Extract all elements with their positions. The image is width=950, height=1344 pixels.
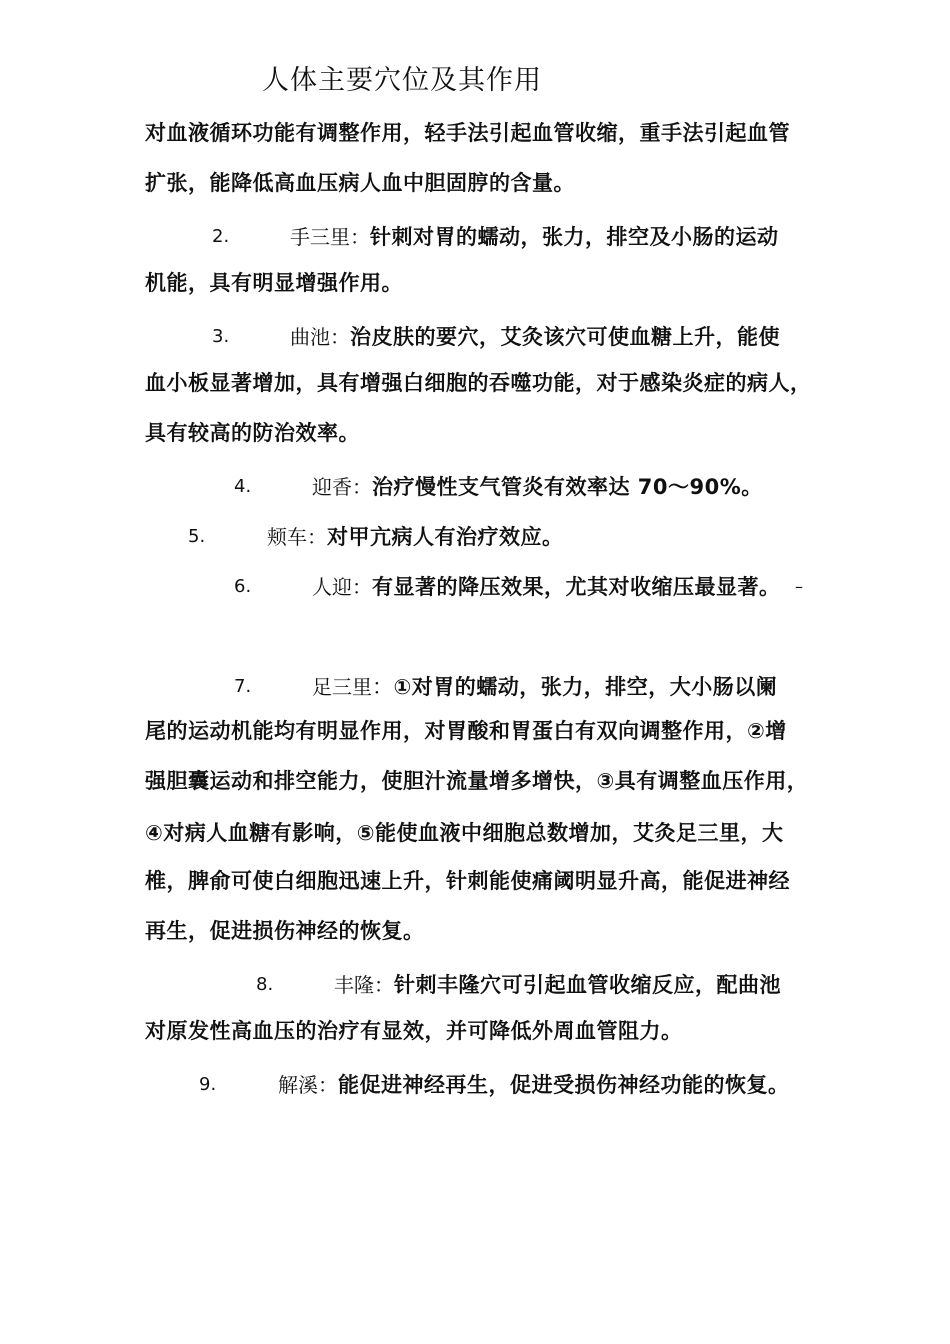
- item-7-name: 足三里: [312, 675, 372, 699]
- item-8-name: 丰隆: [334, 973, 374, 997]
- item-9-heading: [278, 1070, 790, 1100]
- intro-line-1: 对血液循环功能有调整作用，轻手法引起血管收缩，重手法引起血管: [145, 121, 790, 145]
- item-3-heading: [290, 322, 780, 352]
- item-8-number: 8.: [256, 974, 274, 995]
- item-7-line-4: ④对病人血糖有影响，⑤能使血液中细胞总数增加，艾灸足三里，大: [145, 821, 784, 845]
- item-7-line-3: 强胆囊运动和排空能力，使胆汁流量增多增快，③具有调整血压作用，: [145, 769, 809, 793]
- item-3-name: 曲池: [290, 325, 330, 349]
- item-7-line-2: 尾的运动机能均有明显作用，对胃酸和胃蛋白有双向调整作用，②增: [145, 719, 787, 743]
- item-2-number: 2.: [212, 226, 230, 247]
- item-2-name: 手三里: [290, 225, 350, 249]
- item-2-line-2: 机能，具有明显增强作用。: [145, 271, 403, 295]
- item-7-sep: ：: [372, 675, 394, 699]
- item-8-sep: ：: [374, 973, 394, 997]
- item-7-heading: [312, 672, 777, 702]
- item-7-desc: ①对胃的蠕动，张力，排空，大小肠以阑: [393, 675, 778, 699]
- item-4-sep: ：: [352, 475, 372, 499]
- item-7-number: 7.: [234, 676, 252, 697]
- item-7-line-5: 椎，脾俞可使白细胞迅速上升，针刺能使痛阈明显升高，能促进神经: [145, 869, 790, 893]
- stray-mark: –: [795, 577, 803, 596]
- item-6-desc: 有显著的降压效果，尤其对收缩压最显著。: [372, 575, 781, 599]
- item-5-heading: [267, 522, 564, 552]
- intro-line-2: 扩张，能降低高血压病人血中胆固脝的含量。: [145, 171, 575, 195]
- item-3-number: 3.: [212, 326, 230, 347]
- item-2-desc: 针刺对胃的蠕动，张力，排空及小肠的运动: [370, 225, 779, 249]
- item-6-name: 人迎: [312, 575, 352, 599]
- item-4-number: 4.: [234, 476, 252, 497]
- item-3-line-2: 血小板显著增加，具有增强白细胞的吞噬功能，对于感染炎症的病人，: [145, 371, 812, 395]
- item-4-name: 迎香: [312, 475, 352, 499]
- item-3-desc: 治皮肤的要穴，艾灸该穴可使血糖上升，能使: [350, 325, 780, 349]
- item-8-desc: 针刺丰隆穴可引起血管收缩反应，配曲池: [394, 973, 781, 997]
- item-9-desc: 能促进神经再生，促进受损伤神经功能的恢复。: [338, 1073, 790, 1097]
- item-8-heading: [334, 970, 781, 1000]
- item-2-sep: ：: [350, 225, 370, 249]
- item-5-name: 颊车: [267, 525, 307, 549]
- item-9-name: 解溪: [278, 1073, 318, 1097]
- item-9-number: 9.: [199, 1074, 217, 1095]
- item-4-heading: [312, 472, 763, 502]
- item-6-heading: [312, 572, 781, 602]
- item-3-sep: ：: [330, 325, 350, 349]
- item-2-heading: [290, 222, 779, 252]
- item-9-sep: ：: [318, 1073, 338, 1097]
- item-5-sep: ：: [307, 525, 327, 549]
- item-5-number: 5.: [188, 526, 206, 547]
- item-3-line-3: 具有较高的防治效率。: [145, 421, 360, 445]
- item-5-desc: 对甲亢病人有治疗效应。: [327, 525, 564, 549]
- item-6-sep: ：: [352, 575, 372, 599]
- item-7-line-6: 再生，促进损伤神经的恢复。: [145, 919, 425, 943]
- item-4-desc: 治疗慢性支气管炎有效率达 70～90%。: [372, 475, 763, 499]
- item-8-line-2: 对原发性高血压的治疗有显效，并可降低外周血管阻力。: [145, 1019, 683, 1043]
- item-6-number: 6.: [234, 576, 252, 597]
- page-title: 人体主要穴位及其作用: [262, 65, 542, 96]
